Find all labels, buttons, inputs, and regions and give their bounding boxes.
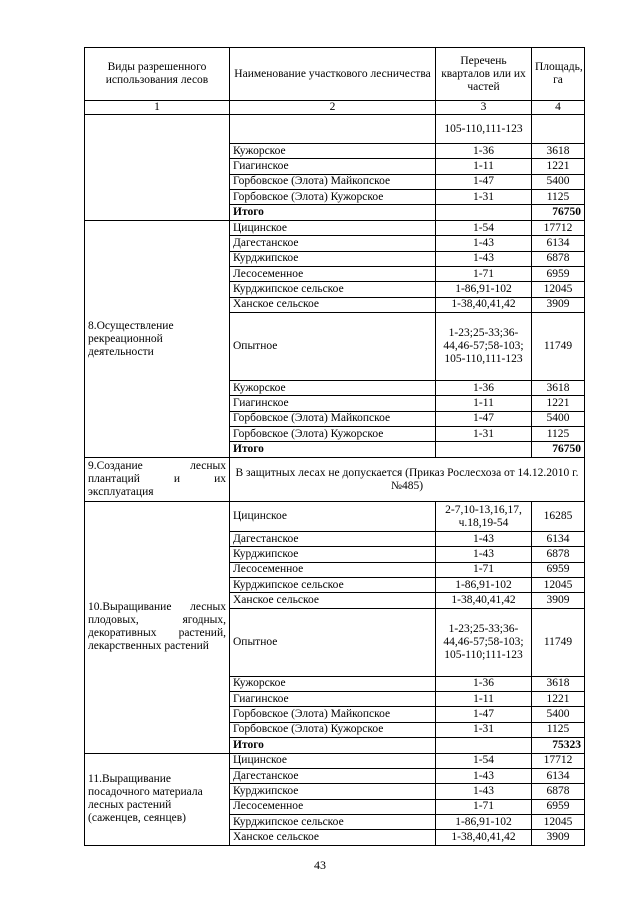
- quarters-list: 1-11: [436, 159, 532, 174]
- forestry-name: Гиагинское: [230, 396, 436, 411]
- forest-use-table: [84, 47, 585, 846]
- column-number: 2: [230, 101, 436, 115]
- forestry-name: Горбовское (Элота) Майкопское: [230, 707, 436, 722]
- area-value: 1125: [532, 722, 585, 737]
- area-value: 3618: [532, 676, 585, 691]
- forestry-name: Курджипское: [230, 547, 436, 562]
- quarters-list: 1-86,91-102: [436, 282, 532, 297]
- area-value: 6878: [532, 547, 585, 562]
- area-value: 3909: [532, 297, 585, 312]
- area-value: 12045: [532, 282, 585, 297]
- forestry-name: Дагестанское: [230, 532, 436, 547]
- area-value: 6134: [532, 532, 585, 547]
- quarters-list: 1-38,40,41,42: [436, 593, 532, 608]
- quarters-list: 1-23;25-33;36-44,46-57;58-103; 105-110;111-123: [436, 608, 532, 676]
- area-value: 1125: [532, 189, 585, 204]
- forestry-name: Курджипское сельское: [230, 815, 436, 830]
- quarters-list: 1-36: [436, 676, 532, 691]
- quarters-list: 1-11: [436, 396, 532, 411]
- table-row: [85, 115, 585, 144]
- quarters-list: 1-43: [436, 769, 532, 784]
- header-use-type: Виды разрешенного использования лесов: [85, 48, 230, 101]
- forestry-name: Ханское сельское: [230, 593, 436, 608]
- quarters-list: 105-110,111-123: [436, 115, 532, 144]
- use-category-continued: [85, 115, 230, 221]
- area-value: 6134: [532, 769, 585, 784]
- quarters-list: 1-43: [436, 784, 532, 799]
- area-value: 5400: [532, 411, 585, 426]
- quarters-list: 1-43: [436, 236, 532, 251]
- forestry-name: Опытное: [230, 312, 436, 380]
- quarters-list: 1-31: [436, 189, 532, 204]
- forestry-name: Горбовское (Элота) Кужорское: [230, 189, 436, 204]
- quarters-list: 2-7,10-13,16,17, ч.18,19-54: [436, 502, 532, 532]
- empty-cell: [532, 115, 585, 144]
- forestry-name: Опытное: [230, 608, 436, 676]
- area-value: 11749: [532, 608, 585, 676]
- area-value: 11749: [532, 312, 585, 380]
- forestry-name: Лесосеменное: [230, 562, 436, 577]
- total-area: 75323: [532, 737, 585, 753]
- total-area: 76750: [532, 442, 585, 458]
- quarters-list: 1-38,40,41,42: [436, 297, 532, 312]
- area-value: 6959: [532, 562, 585, 577]
- forestry-name: Ханское сельское: [230, 830, 436, 845]
- forestry-name: Цицинское: [230, 753, 436, 768]
- area-value: 1125: [532, 426, 585, 441]
- quarters-list: 1-54: [436, 753, 532, 768]
- area-value: 12045: [532, 578, 585, 593]
- table-header-row: [85, 48, 585, 101]
- area-value: 17712: [532, 221, 585, 236]
- quarters-list: 1-31: [436, 722, 532, 737]
- quarters-list: 1-47: [436, 174, 532, 189]
- use-category: 10.Выращивание лесных плодовых, ягодных, декоративных растений, лекарственных растений: [85, 502, 230, 754]
- forestry-name: Гиагинское: [230, 159, 436, 174]
- quarters-list: 1-43: [436, 251, 532, 266]
- area-value: 1221: [532, 691, 585, 706]
- area-value: 6878: [532, 784, 585, 799]
- table-row: [85, 753, 585, 768]
- quarters-list: 1-23;25-33;36-44,46-57;58-103; 105-110,111-123: [436, 312, 532, 380]
- quarters-list: 1-86,91-102: [436, 815, 532, 830]
- table-row: [85, 502, 585, 532]
- forestry-name: Лесосеменное: [230, 267, 436, 282]
- table-row: [85, 221, 585, 236]
- empty-cell: [230, 115, 436, 144]
- quarters-list: 1-71: [436, 267, 532, 282]
- quarters-list: 1-11: [436, 691, 532, 706]
- forestry-name: Кужорское: [230, 676, 436, 691]
- forestry-name: Цицинское: [230, 502, 436, 532]
- total-label: Итого: [230, 442, 436, 458]
- forestry-name: Курджипское сельское: [230, 282, 436, 297]
- area-value: 6134: [532, 236, 585, 251]
- quarters-list: 1-36: [436, 144, 532, 159]
- forestry-name: Курджипское: [230, 784, 436, 799]
- forestry-name: Курджипское: [230, 251, 436, 266]
- quarters-list: 1-43: [436, 532, 532, 547]
- header-forestry-name: Наименование участкового лесничества: [230, 48, 436, 101]
- area-value: 6878: [532, 251, 585, 266]
- area-value: 6959: [532, 267, 585, 282]
- forestry-name: Цицинское: [230, 221, 436, 236]
- quarters-list: 1-54: [436, 221, 532, 236]
- forestry-name: Горбовское (Элота) Кужорское: [230, 722, 436, 737]
- quarters-list: 1-71: [436, 799, 532, 814]
- header-quarters: Перечень кварталов или их частей: [436, 48, 532, 101]
- quarters-list: 1-71: [436, 562, 532, 577]
- column-number: 3: [436, 101, 532, 115]
- use-category: 11.Выращивание посадочного материала лесных растений (саженцев, сеянцев): [85, 753, 230, 845]
- quarters-list: 1-36: [436, 380, 532, 395]
- empty-cell: [436, 205, 532, 221]
- forestry-name: Дагестанское: [230, 236, 436, 251]
- area-value: 17712: [532, 753, 585, 768]
- quarters-list: 1-38,40,41,42: [436, 830, 532, 845]
- area-value: 3909: [532, 593, 585, 608]
- forestry-name: Горбовское (Элота) Майкопское: [230, 411, 436, 426]
- area-value: 3618: [532, 380, 585, 395]
- area-value: 12045: [532, 815, 585, 830]
- header-area: Площадь, га: [532, 48, 585, 101]
- restriction-note: В защитных лесах не допускается (Приказ Рослесхоза от 14.12.2010 г. №485): [230, 458, 585, 502]
- quarters-list: 1-43: [436, 547, 532, 562]
- total-label: Итого: [230, 205, 436, 221]
- empty-cell: [436, 442, 532, 458]
- column-number-row: [85, 101, 585, 115]
- quarters-list: 1-31: [436, 426, 532, 441]
- area-value: 5400: [532, 707, 585, 722]
- table-row: [85, 458, 585, 502]
- forestry-name: Горбовское (Элота) Кужорское: [230, 426, 436, 441]
- forestry-name: Лесосеменное: [230, 799, 436, 814]
- forestry-name: Дагестанское: [230, 769, 436, 784]
- total-area: 76750: [532, 205, 585, 221]
- forestry-name: Гиагинское: [230, 691, 436, 706]
- column-number: 1: [85, 101, 230, 115]
- area-value: 1221: [532, 396, 585, 411]
- area-value: 16285: [532, 502, 585, 532]
- empty-cell: [436, 737, 532, 753]
- forestry-name: Кужорское: [230, 380, 436, 395]
- area-value: 1221: [532, 159, 585, 174]
- area-value: 6959: [532, 799, 585, 814]
- forestry-name: Ханское сельское: [230, 297, 436, 312]
- quarters-list: 1-86,91-102: [436, 578, 532, 593]
- use-category: 9.Создание лесных плантаций и их эксплуатация: [85, 458, 230, 502]
- quarters-list: 1-47: [436, 707, 532, 722]
- total-label: Итого: [230, 737, 436, 753]
- forestry-name: Горбовское (Элота) Майкопское: [230, 174, 436, 189]
- page-number: 43: [314, 858, 326, 872]
- area-value: 3909: [532, 830, 585, 845]
- use-category: 8.Осуществление рекреационной деятельности: [85, 221, 230, 458]
- area-value: 5400: [532, 174, 585, 189]
- area-value: 3618: [532, 144, 585, 159]
- forestry-name: Кужорское: [230, 144, 436, 159]
- column-number: 4: [532, 101, 585, 115]
- quarters-list: 1-47: [436, 411, 532, 426]
- forestry-name: Курджипское сельское: [230, 578, 436, 593]
